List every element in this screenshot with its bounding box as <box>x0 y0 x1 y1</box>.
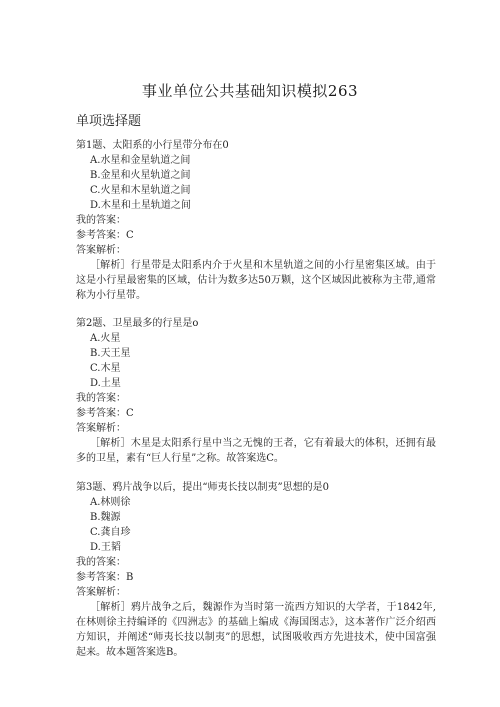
analysis-label: 答案解析： <box>76 245 126 256</box>
my-answer: 我的答案： <box>76 215 126 226</box>
reference-answer: 参考答案：C <box>76 408 134 419</box>
option-a: A.火星 <box>90 333 121 344</box>
reference-answer: 参考答案：B <box>76 572 134 583</box>
reference-answer: 参考答案：C <box>76 230 134 241</box>
question-stem: 第3题、鸦片战争以后，提出“师夷长技以制夷”思想的是0 <box>76 482 329 493</box>
analysis-label: 答案解析： <box>76 587 126 598</box>
question-block <box>76 138 436 303</box>
option-b: B.魏源 <box>90 512 121 523</box>
my-answer: 我的答案： <box>76 557 126 568</box>
analysis-text: ［解析］木星是太阳系行星中当之无愧的王者，它有着最大的体积，还拥有最多的卫星，素有“巨人行星”之称。故答案选C。 <box>76 438 436 464</box>
my-answer: 我的答案： <box>76 393 126 404</box>
option-c: C.火星和木星轨道之间 <box>90 185 191 196</box>
option-d: D.木星和土星轨道之间 <box>90 200 191 211</box>
question-stem: 第2题、卫星最多的行星是o <box>76 318 199 329</box>
analysis-text: ［解析］鸦片战争之后，魏源作为当时第一流西方知识的大学者，于1842年,在林则徐主持编译的《四洲志》的基础上编成《海国图志》，这本著作广泛介绍西方知识，并阐述“师夷长技以制夷”的思想，试图吸收西方先进技术，使中国富强起来。故本题答案选B。 <box>76 602 436 658</box>
question-block <box>76 480 436 660</box>
analysis-label: 答案解析： <box>76 423 126 434</box>
question-stem: 第1题、太阳系的小行星带分布在0 <box>76 140 229 151</box>
option-c: C.木星 <box>90 363 121 374</box>
section-heading: 单项选择题 <box>76 114 142 129</box>
question-block <box>76 316 436 466</box>
option-c: C.龚自珍 <box>90 527 131 538</box>
analysis-text: ［解析］行星带是太阳系内介于火星和木星轨道之间的小行星密集区域。由于这是小行星最密集的区域，估计为数多达50万颗，这个区域因此被称为主带,通常称为小行星带。 <box>76 260 436 301</box>
option-b: B.金星和火星轨道之间 <box>90 170 191 181</box>
option-a: A.林则徐 <box>90 497 131 508</box>
page-title: 事业单位公共基础知识模拟263 <box>141 82 359 100</box>
option-a: A.水星和金星轨道之间 <box>90 155 191 166</box>
option-d: D.土星 <box>90 378 121 389</box>
option-b: B.天王星 <box>90 348 131 359</box>
option-d: D.王韬 <box>90 542 121 553</box>
